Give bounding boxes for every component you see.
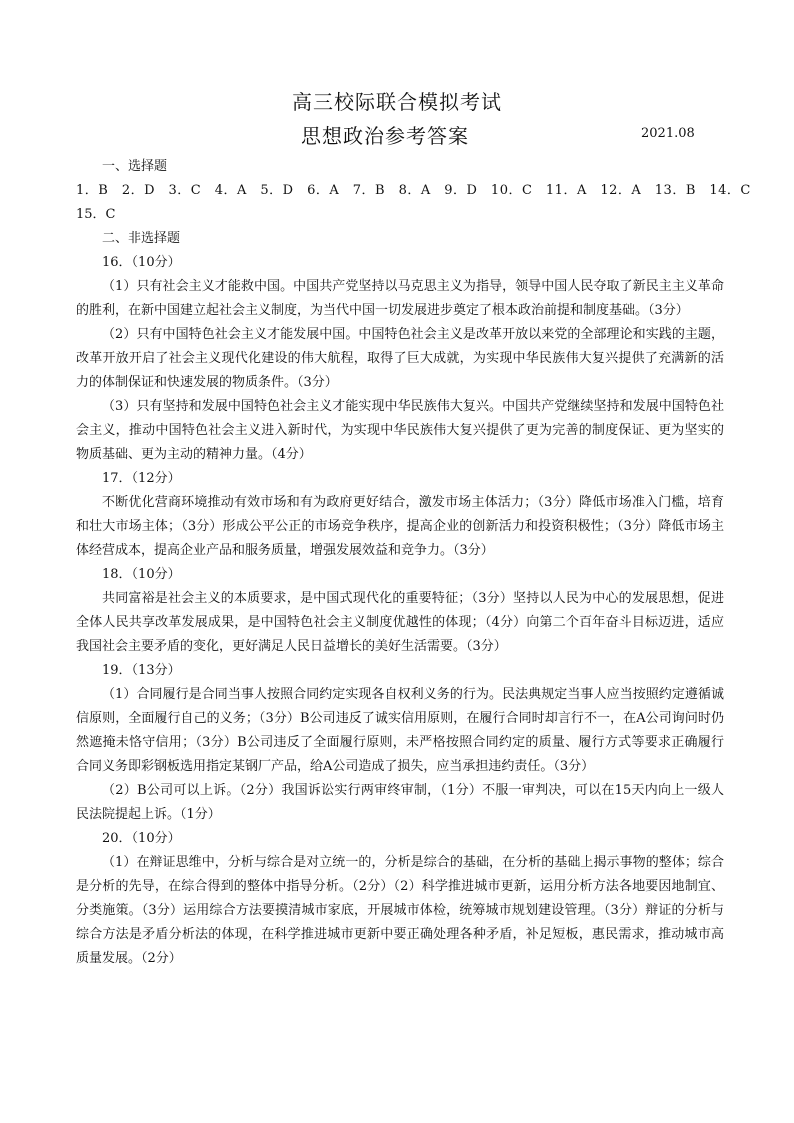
question-16-answer-1: （1）只有社会主义才能救中国。中国共产党坚持以马克思主义为指导，领导中国人民夺取了新民主主义革命的胜利，在新中国建立起社会主义制度，为当代中国一切发展进步奠定了根本政治前提和制度基础。（3分）: [76, 279, 724, 318]
question-18-answer: 共同富裕是社会主义的本质要求，是中国式现代化的重要特征；（3分）坚持以人民为中心的发展思想，促进全体人民共享改革发展成果，是中国特色社会主义制度优越性的体现；（4分）向第二个百年奋斗目标迈进，适应我国社会主要矛盾的变化，更好满足人民日益增长的美好生活需要。（3分）: [76, 591, 724, 654]
question-18-header: 18．（10分）: [102, 567, 181, 582]
question-19-answer-2: （2）B公司可以上诉。（2分）我国诉讼实行两审终审制，（1分）不服一审判决，可以在15天内向上一级人民法院提起上诉。（1分）: [76, 783, 724, 822]
question-19-answer-1: （1）合同履行是合同当事人按照合同约定实现各自权利义务的行为。民法典规定当事人应当按照约定遵循诚信原则，全面履行自己的义务；（3分）B公司违反了诚实信用原则，在履行合同时却言行不一，在A公司询问时仍然遮掩未恪守信用；（3分）B公司违反了全面履行原则，未严格按照合同约定的质量、履行方式等要求正确履行合同义务即彩钢板选用指定某钢厂产品，给A公司造成了损失，应当承担违约责任。（3分）: [76, 687, 724, 774]
answer-content: [76, 155, 751, 971]
subject-title: 思想政治参考答案: [301, 124, 469, 148]
question-16-answer-3: （3）只有坚持和发展中国特色社会主义才能实现中华民族伟大复兴。中国共产党继续坚持和发展中国特色社会主义，推动中国特色社会主义进入新时代，为实现中华民族伟大复兴提供了更为完善的制度保证、更为坚实的物质基础、更为主动的精神力量。（4分）: [76, 399, 724, 462]
question-19-header: 19．（13分）: [102, 663, 181, 678]
exam-date: 2021.08: [641, 126, 695, 141]
question-16-answer-2: （2）只有中国特色社会主义才能发展中国。中国特色社会主义是改革开放以来党的全部理论和实践的主题，改革开放开启了社会主义现代化建设的伟大航程，取得了巨大成就，为实现中华民族伟大复兴提供了充满新的活力的体制保证和快速发展的物质条件。（3分）: [76, 327, 724, 390]
question-16-header: 16．（10分）: [102, 255, 181, 270]
question-20-header: 20．（10分）: [102, 831, 181, 846]
section-heading-nonchoice: 二、非选择题: [102, 231, 181, 246]
choice-answers-line-2: 15．C: [76, 207, 116, 222]
question-20-answer: （1）在辩证思维中，分析与综合是对立统一的，分析是综合的基础，在分析的基础上揭示事物的整体；综合是分析的先导，在综合得到的整体中指导分析。（2分）（2）科学推进城市更新，运用分析方法各地要因地制宜、分类施策。（3分）运用综合方法要摸清城市家底，开展城市体检，统筹城市规划建设管理。（3分）辩证的分析与综合方法是矛盾分析法的体现，在科学推进城市更新中要正确处理各种矛盾，补足短板，惠民需求，推动城市高质量发展。（2分）: [76, 855, 724, 966]
question-17-answer: 不断优化营商环境推动有效市场和有为政府更好结合，激发市场主体活力；（3分）降低市场准入门槛，培育和壮大市场主体；（3分）形成公平公正的市场竞争秩序，提高企业的创新活力和投资积极性；（3分）降低市场主体经营成本，提高企业产品和服务质量，增强发展效益和竞争力。（3分）: [76, 495, 724, 558]
exam-title: 高三校际联合模拟考试: [292, 90, 502, 114]
choice-answers-line-1: 1．B 2．D 3．C 4．A 5．D 6．A 7．B 8．A 9．D 10．C 11．A 12．A 13．B 14．C: [76, 183, 751, 198]
section-heading-choice: 一、选择题: [102, 159, 168, 174]
question-17-header: 17．（12分）: [102, 471, 181, 486]
